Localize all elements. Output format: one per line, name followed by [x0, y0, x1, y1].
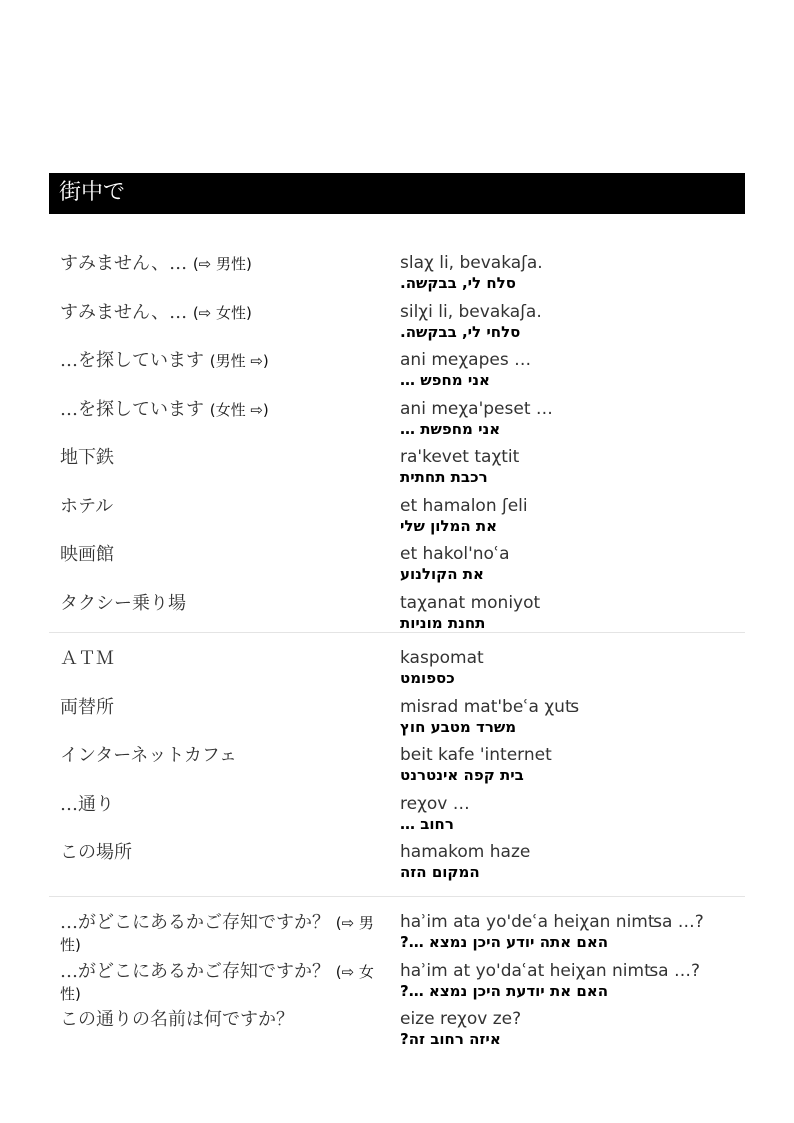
phrase-row [49, 745, 745, 794]
phrase-group [49, 253, 745, 641]
gender-note: (男性 ⇨) [209, 352, 269, 370]
japanese-phrase [60, 350, 385, 372]
transliteration: eize reχov ze? [400, 1009, 522, 1029]
transliteration: ani meχapes … [400, 350, 532, 370]
japanese-text: 映画館 [60, 544, 114, 565]
japanese-phrase [60, 842, 385, 864]
translation [400, 1009, 740, 1049]
phrase-row [49, 447, 745, 496]
hebrew-text: אני מחפש … [400, 371, 490, 389]
gender-note: (⇨ 男性) [192, 255, 252, 273]
translation [400, 399, 740, 439]
translation [400, 253, 740, 293]
translation [400, 447, 740, 487]
transliteration: silχi li, bevakaʃa. [400, 301, 542, 322]
hebrew-text: האם אתה יודע היכן נמצא …? [400, 933, 609, 951]
hebrew-text: משרד מטבע חוץ [400, 717, 517, 736]
translation [400, 593, 740, 633]
japanese-text: ＡＴＭ [60, 648, 114, 669]
japanese-text: 地下鉄 [60, 447, 114, 468]
japanese-phrase [60, 912, 385, 956]
phrase-row [49, 496, 745, 545]
translation [400, 912, 740, 952]
translation [400, 961, 740, 1001]
japanese-text: インターネットカフェ [60, 745, 237, 766]
hebrew-text: המקום הזה [400, 863, 480, 881]
japanese-text: すみません、… [60, 253, 188, 274]
transliteration: misrad mat'beʿa χuʦ [400, 696, 580, 717]
phrase-row [49, 697, 745, 746]
phrase-row [49, 544, 745, 593]
gender-note: (⇨ 女性) [192, 303, 252, 322]
hebrew-text: איזה רחוב זה? [400, 1030, 501, 1048]
transliteration: ra'kevet taχtit [400, 447, 520, 467]
translation [400, 745, 740, 785]
hebrew-text: את הקולנוע [400, 565, 484, 583]
transliteration: ani meχa'peset … [400, 398, 553, 419]
hebrew-text: את המלון שלי [400, 516, 498, 535]
transliteration: beit kafe 'internet [400, 745, 552, 765]
phrase-row [49, 648, 745, 697]
phrase-group [49, 632, 745, 891]
hebrew-text: סלח לי, בבקשה. [400, 274, 516, 292]
transliteration: taχanat moniyot [400, 592, 541, 613]
hebrew-text: תחנת מוניות [400, 613, 486, 632]
hebrew-text: רחוב … [400, 814, 454, 833]
hebrew-text: רכבת תחתית [400, 468, 488, 486]
phrase-row [49, 399, 745, 448]
phrase-row [49, 912, 745, 961]
transliteration: haʾim at yo'daʿat heiχan nimʦa …? [400, 960, 701, 981]
japanese-phrase [60, 496, 385, 518]
japanese-text: この場所 [60, 842, 132, 863]
hebrew-text: אני מחפשת … [400, 419, 501, 438]
transliteration: et hamalon ʃeli [400, 495, 528, 516]
gender-note: (女性 ⇨) [209, 400, 269, 419]
gender-note: (⇨ 男性) [60, 914, 374, 954]
japanese-text: …がどこにあるかご存知ですか？ [60, 960, 330, 982]
transliteration: et hakol'noʿa [400, 544, 510, 564]
phrase-row [49, 350, 745, 399]
transliteration: kaspomat [400, 648, 484, 668]
japanese-phrase [60, 1009, 385, 1031]
japanese-text: …を探しています [60, 398, 204, 420]
japanese-phrase [60, 593, 385, 615]
translation [400, 842, 740, 882]
japanese-phrase [60, 544, 385, 566]
hebrew-text: סלחי לי, בבקשה. [400, 322, 521, 341]
phrase-row [49, 842, 745, 891]
japanese-phrase [60, 648, 385, 670]
japanese-text: …を探しています [60, 350, 204, 371]
phrase-row [49, 253, 745, 302]
japanese-phrase [60, 745, 385, 767]
transliteration: hamakom haze [400, 842, 531, 862]
phrase-row [49, 961, 745, 1010]
translation [400, 350, 740, 390]
transliteration: reχov … [400, 793, 470, 814]
japanese-text: タクシー乗り場 [60, 592, 186, 614]
section-title: 街中で [59, 180, 126, 205]
japanese-phrase [60, 697, 385, 719]
gender-note: (⇨ 女性) [60, 962, 374, 1003]
translation [400, 496, 740, 536]
translation [400, 544, 740, 584]
translation [400, 648, 740, 688]
hebrew-text: בית קפה אינטרנט [400, 766, 524, 784]
translation [400, 697, 740, 737]
japanese-text: …がどこにあるかご存知ですか？ [60, 912, 330, 933]
transliteration: slaχ li, bevakaʃa. [400, 253, 543, 273]
phrase-row [49, 1009, 745, 1058]
phrase-group [49, 896, 745, 1058]
hebrew-text: כספומט [400, 669, 455, 687]
japanese-phrase [60, 399, 385, 421]
japanese-text: この通りの名前は何ですか？ [60, 1009, 294, 1030]
japanese-text: …通り [60, 793, 114, 815]
japanese-text: 両替所 [60, 696, 114, 718]
japanese-phrase [60, 447, 385, 469]
translation [400, 794, 740, 834]
japanese-phrase [60, 961, 385, 1005]
japanese-text: すみません、… [60, 301, 188, 323]
phrase-row [49, 794, 745, 843]
phrase-row [49, 302, 745, 351]
section-header [49, 173, 745, 214]
japanese-text: ホテル [60, 495, 114, 517]
japanese-phrase [60, 253, 385, 275]
japanese-phrase [60, 302, 385, 324]
japanese-phrase [60, 794, 385, 816]
translation [400, 302, 740, 342]
transliteration: haʾim ata yo'deʿa heiχan nimʦa …? [400, 912, 704, 932]
hebrew-text: האם את יודעת היכן נמצא …? [400, 981, 609, 1000]
